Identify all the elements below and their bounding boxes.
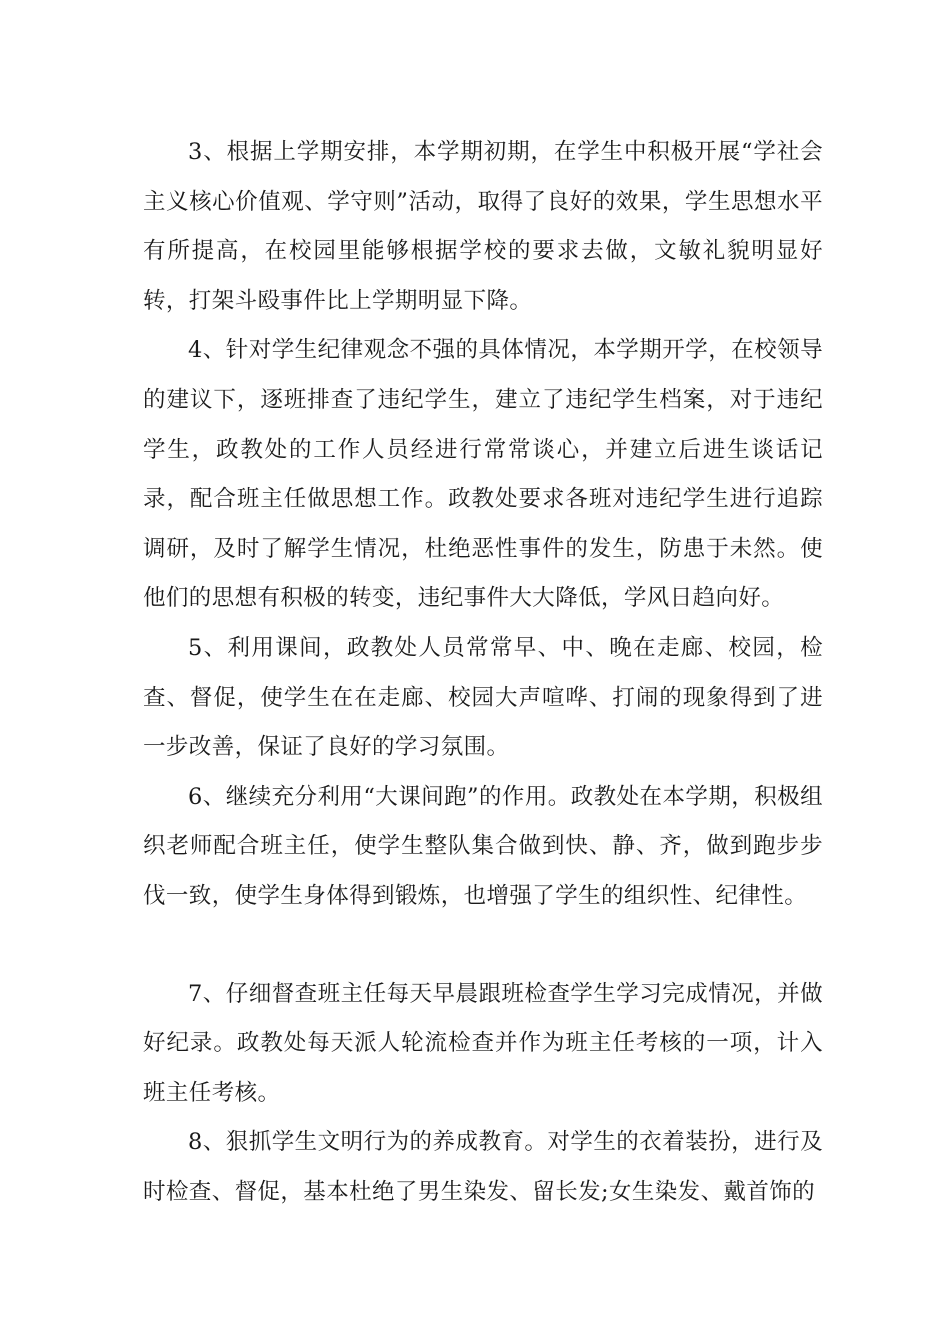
paragraph-3: 3、根据上学期安排，本学期初期，在学生中积极开展“学社会主义核心价值观、学守则”活动，取得了良好的效果，学生思想水平有所提高，在校园里能够根据学校的要求去做，文敏礼貌明显好转，打架斗殴事件比上学期明显下降。: [143, 139, 823, 314]
paragraph-7: 7、仔细督查班主任每天早晨跟班检查学生学习完成情况，并做好纪录。政教处每天派人轮流检查并作为班主任考核的一项，计入班主任考核。: [143, 980, 823, 1106]
paragraph-6: 6、继续充分利用“大课间跑”的作用。政教处在本学期，积极组织老师配合班主任，使学生整队集合做到快、静、齐，做到跑步步伐一致，使学生身体得到锻炼，也增强了学生的组织性、纪律性。: [143, 783, 823, 909]
paragraph-4: 4、针对学生纪律观念不强的具体情况，本学期开学，在校领导的建议下，逐班排查了违纪学生，建立了违纪学生档案，对于违纪学生，政教处的工作人员经进行常常谈心，并建立后进生谈话记录，配合班主任做思想工作。政教处要求各班对违纪学生进行追踪调研，及时了解学生情况，杜绝恶性事件的发生，防患于未然。使他们的思想有积极的转变，违纪事件大大降低，学风日趋向好。: [143, 337, 823, 612]
paragraph-5: 5、利用课间，政教处人员常常早、中、晚在走廊、校园，检查、督促，使学生在在走廊、校园大声喧哗、打闹的现象得到了进一步改善，保证了良好的学习氛围。: [143, 634, 823, 761]
paragraph-8: 8、狠抓学生文明行为的养成教育。对学生的衣着装扮，进行及时检查、督促，基本杜绝了男生染发、留长发;女生染发、戴首饰的: [143, 1129, 823, 1205]
document-body: [143, 128, 823, 1217]
